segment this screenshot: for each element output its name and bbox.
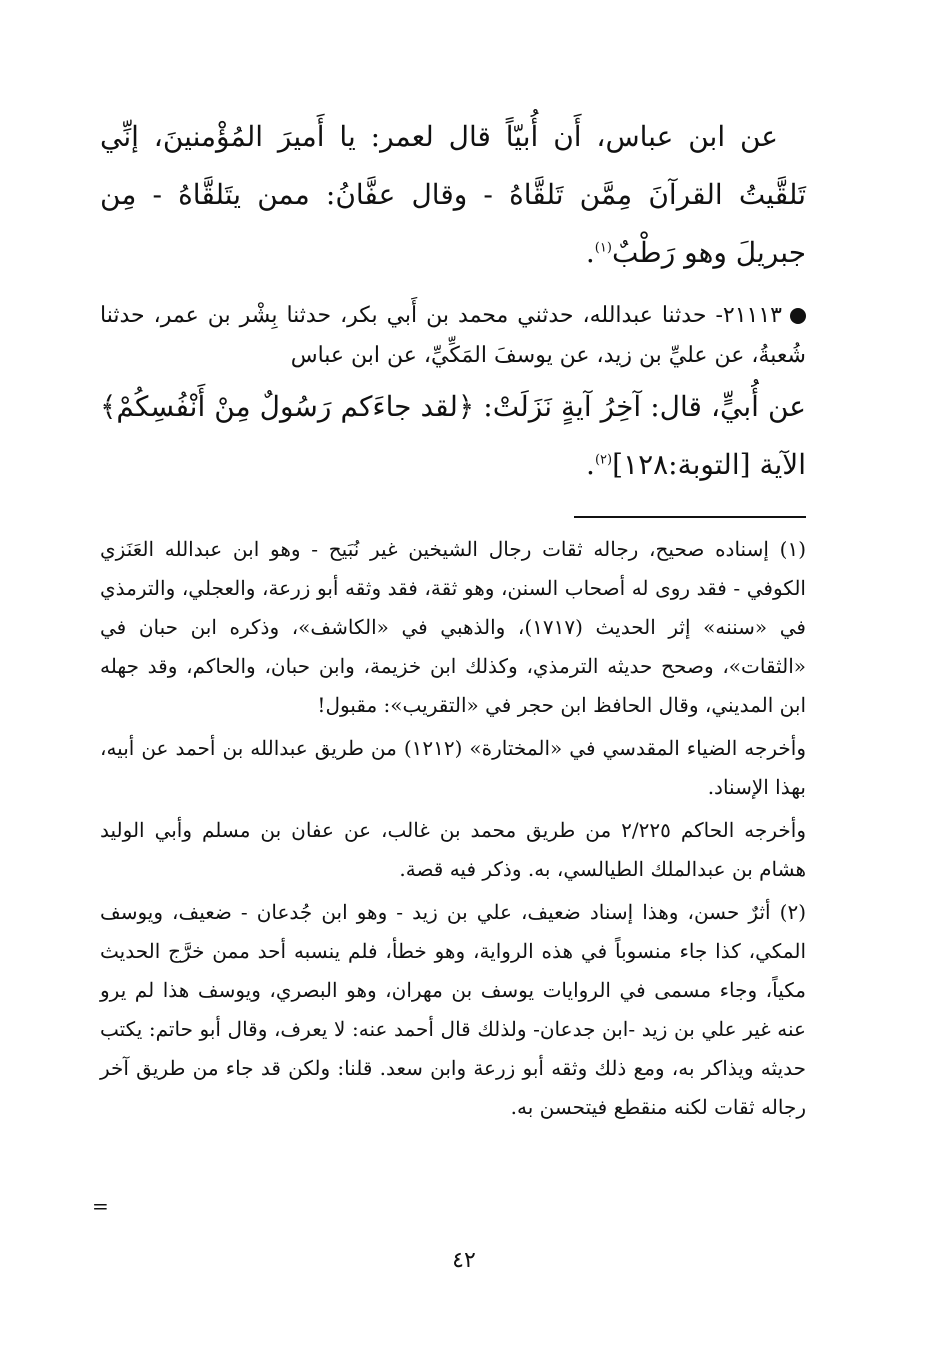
page-content <box>100 108 806 1131</box>
footnotes <box>100 530 806 1127</box>
hadith-matn <box>100 378 806 494</box>
bullet-icon <box>790 308 806 324</box>
hadith-isnad <box>100 296 806 376</box>
hadith-matn-end: . <box>586 448 595 481</box>
footnote-1-takhrij-1: وأخرجه الضياء المقدسي في «المختارة» (١٢١٢) من طريق عبدالله بن أحمد عن أبيه، بهذا الإسناد. <box>100 736 806 799</box>
hadith-isnad-text: حدثنا عبدالله، حدثني محمد بن أَبي بكر، حدثنا بِشْر بن عمر، حدثنا شُعبةُ، عن عليِّ بن زيد، عن يوسفَ المَكِّيِّ، عن ابن عباس <box>100 303 806 368</box>
footnote-1: (١) إسناده صحيح، رجاله ثقات رجال الشيخين غير نُبَيح - وهو ابن عبدالله العَنَزي الكوفي - فقد روى له أصحاب السنن، وهو ثقة، فقد وثقه أبو زرعة، والعجلي، والترمذي في «سننه» إثر الحديث (١٧١٧)، والذهبي في «الكاشف»، وذكره ابن حبان في «الثقات»، وصحح حديثه الترمذي، وكذلك ابن خزيمة، وابن حبان، والحاكم، وقد جهله ابن المديني، وقال الحافظ ابن حجر في «التقريب»: مقبول! <box>100 537 806 717</box>
footnote-ref-2: (٢) <box>594 452 613 468</box>
footnote-1-takhrij-2: وأخرجه الحاكم ٢/٢٢٥ من طريق محمد بن غالب، عن عفان بن مسلم وأبي الوليد هشام بن عبدالملك الطيالسي، به. وذكر فيه قصة. <box>100 818 806 881</box>
main-paragraph-text: عن ابن عباس، أَن أُبيّاً قال لعمر: يا أَميرَ المُؤْمنينَ، إنِّي تَلقَّيتُ القرآنَ مِمَّن تَلقَّاهُ - وقال عفَّانُ: ممن يتَلقَّاهُ - مِن جبريلَ وهو رَطْبٌ <box>100 120 806 269</box>
main-paragraph <box>100 108 806 282</box>
main-paragraph-end: . <box>585 236 595 269</box>
footnote-separator <box>574 516 806 518</box>
footnote-ref-1: (١) <box>594 240 612 256</box>
hadith-number: ٢١١١٣- <box>715 303 782 328</box>
page-number: ٤٢ <box>452 1248 476 1273</box>
footnote-2: (٢) أثرٌ حسن، وهذا إسناد ضعيف، علي بن زيد - وهو ابن جُدعان - ضعيف، ويوسف المكي، كذا جاء منسوباً في هذه الرواية، وهو خطأ، فلم ينسبه أحد ممن خرَّج الحديث مكياً، وجاء مسمى في الروايات يوسف بن مهران، وهو البصري، ويوسف هذا لم يرو عنه غير علي بن زيد -ابن جدعان- ولذلك قال أحمد عنه: لا يعرف، وقال أبو حاتم: يكتب حديثه ويذاكر به، ومع ذلك وثقه أبو زرعة وابن سعد. قلنا: ولكن قد جاء من طريق آخر رجاله ثقات لكنه منقطع فيتحسن به. <box>100 900 807 1119</box>
hadith-matn-text: عن أُبيٍّ، قال: آخِرُ آيةٍ نَزَلَتْ: ﴿لقد جاءَكم رَسُولٌ مِنْ أَنْفُسِكُمْ﴾ الآية [التوبة:١٢٨] <box>100 390 806 481</box>
continuation-mark: = <box>92 1194 109 1218</box>
